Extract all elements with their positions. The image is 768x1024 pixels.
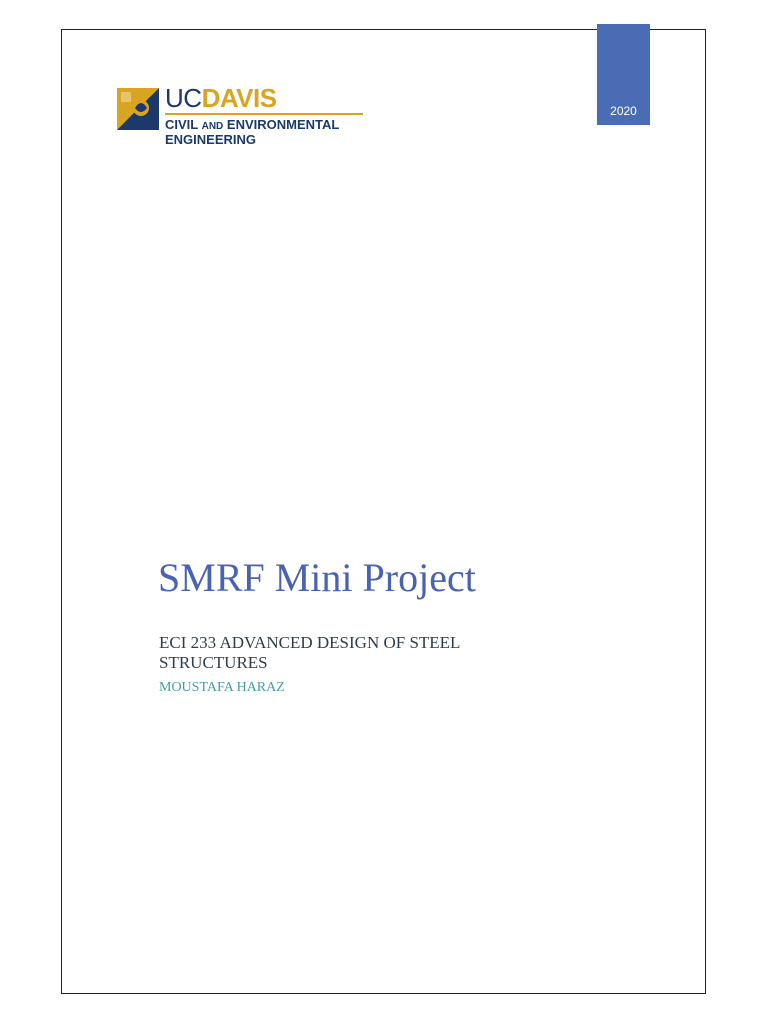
logo-and-text: AND bbox=[201, 121, 224, 132]
document-subtitle: ECI 233 ADVANCED DESIGN OF STEEL STRUCTURES bbox=[159, 633, 460, 672]
logo-uc-text: UC bbox=[165, 83, 202, 113]
logo-wordmark bbox=[165, 84, 277, 112]
document-title: SMRF Mini Project bbox=[158, 555, 476, 600]
logo-civil-text: CIVIL bbox=[165, 117, 202, 132]
ucdavis-logo bbox=[117, 83, 367, 150]
logo-environmental-text: ENVIRONMENTAL bbox=[223, 117, 340, 132]
page-frame bbox=[61, 29, 706, 994]
logo-divider bbox=[165, 113, 363, 115]
year-label: 2020 bbox=[610, 104, 637, 118]
ucdavis-emblem-icon bbox=[117, 88, 159, 130]
logo-engineering-text: ENGINEERING bbox=[165, 132, 257, 147]
document-author: MOUSTAFA HARAZ bbox=[159, 680, 285, 695]
logo-davis-text: DAVIS bbox=[201, 83, 277, 113]
year-tab bbox=[597, 24, 650, 125]
